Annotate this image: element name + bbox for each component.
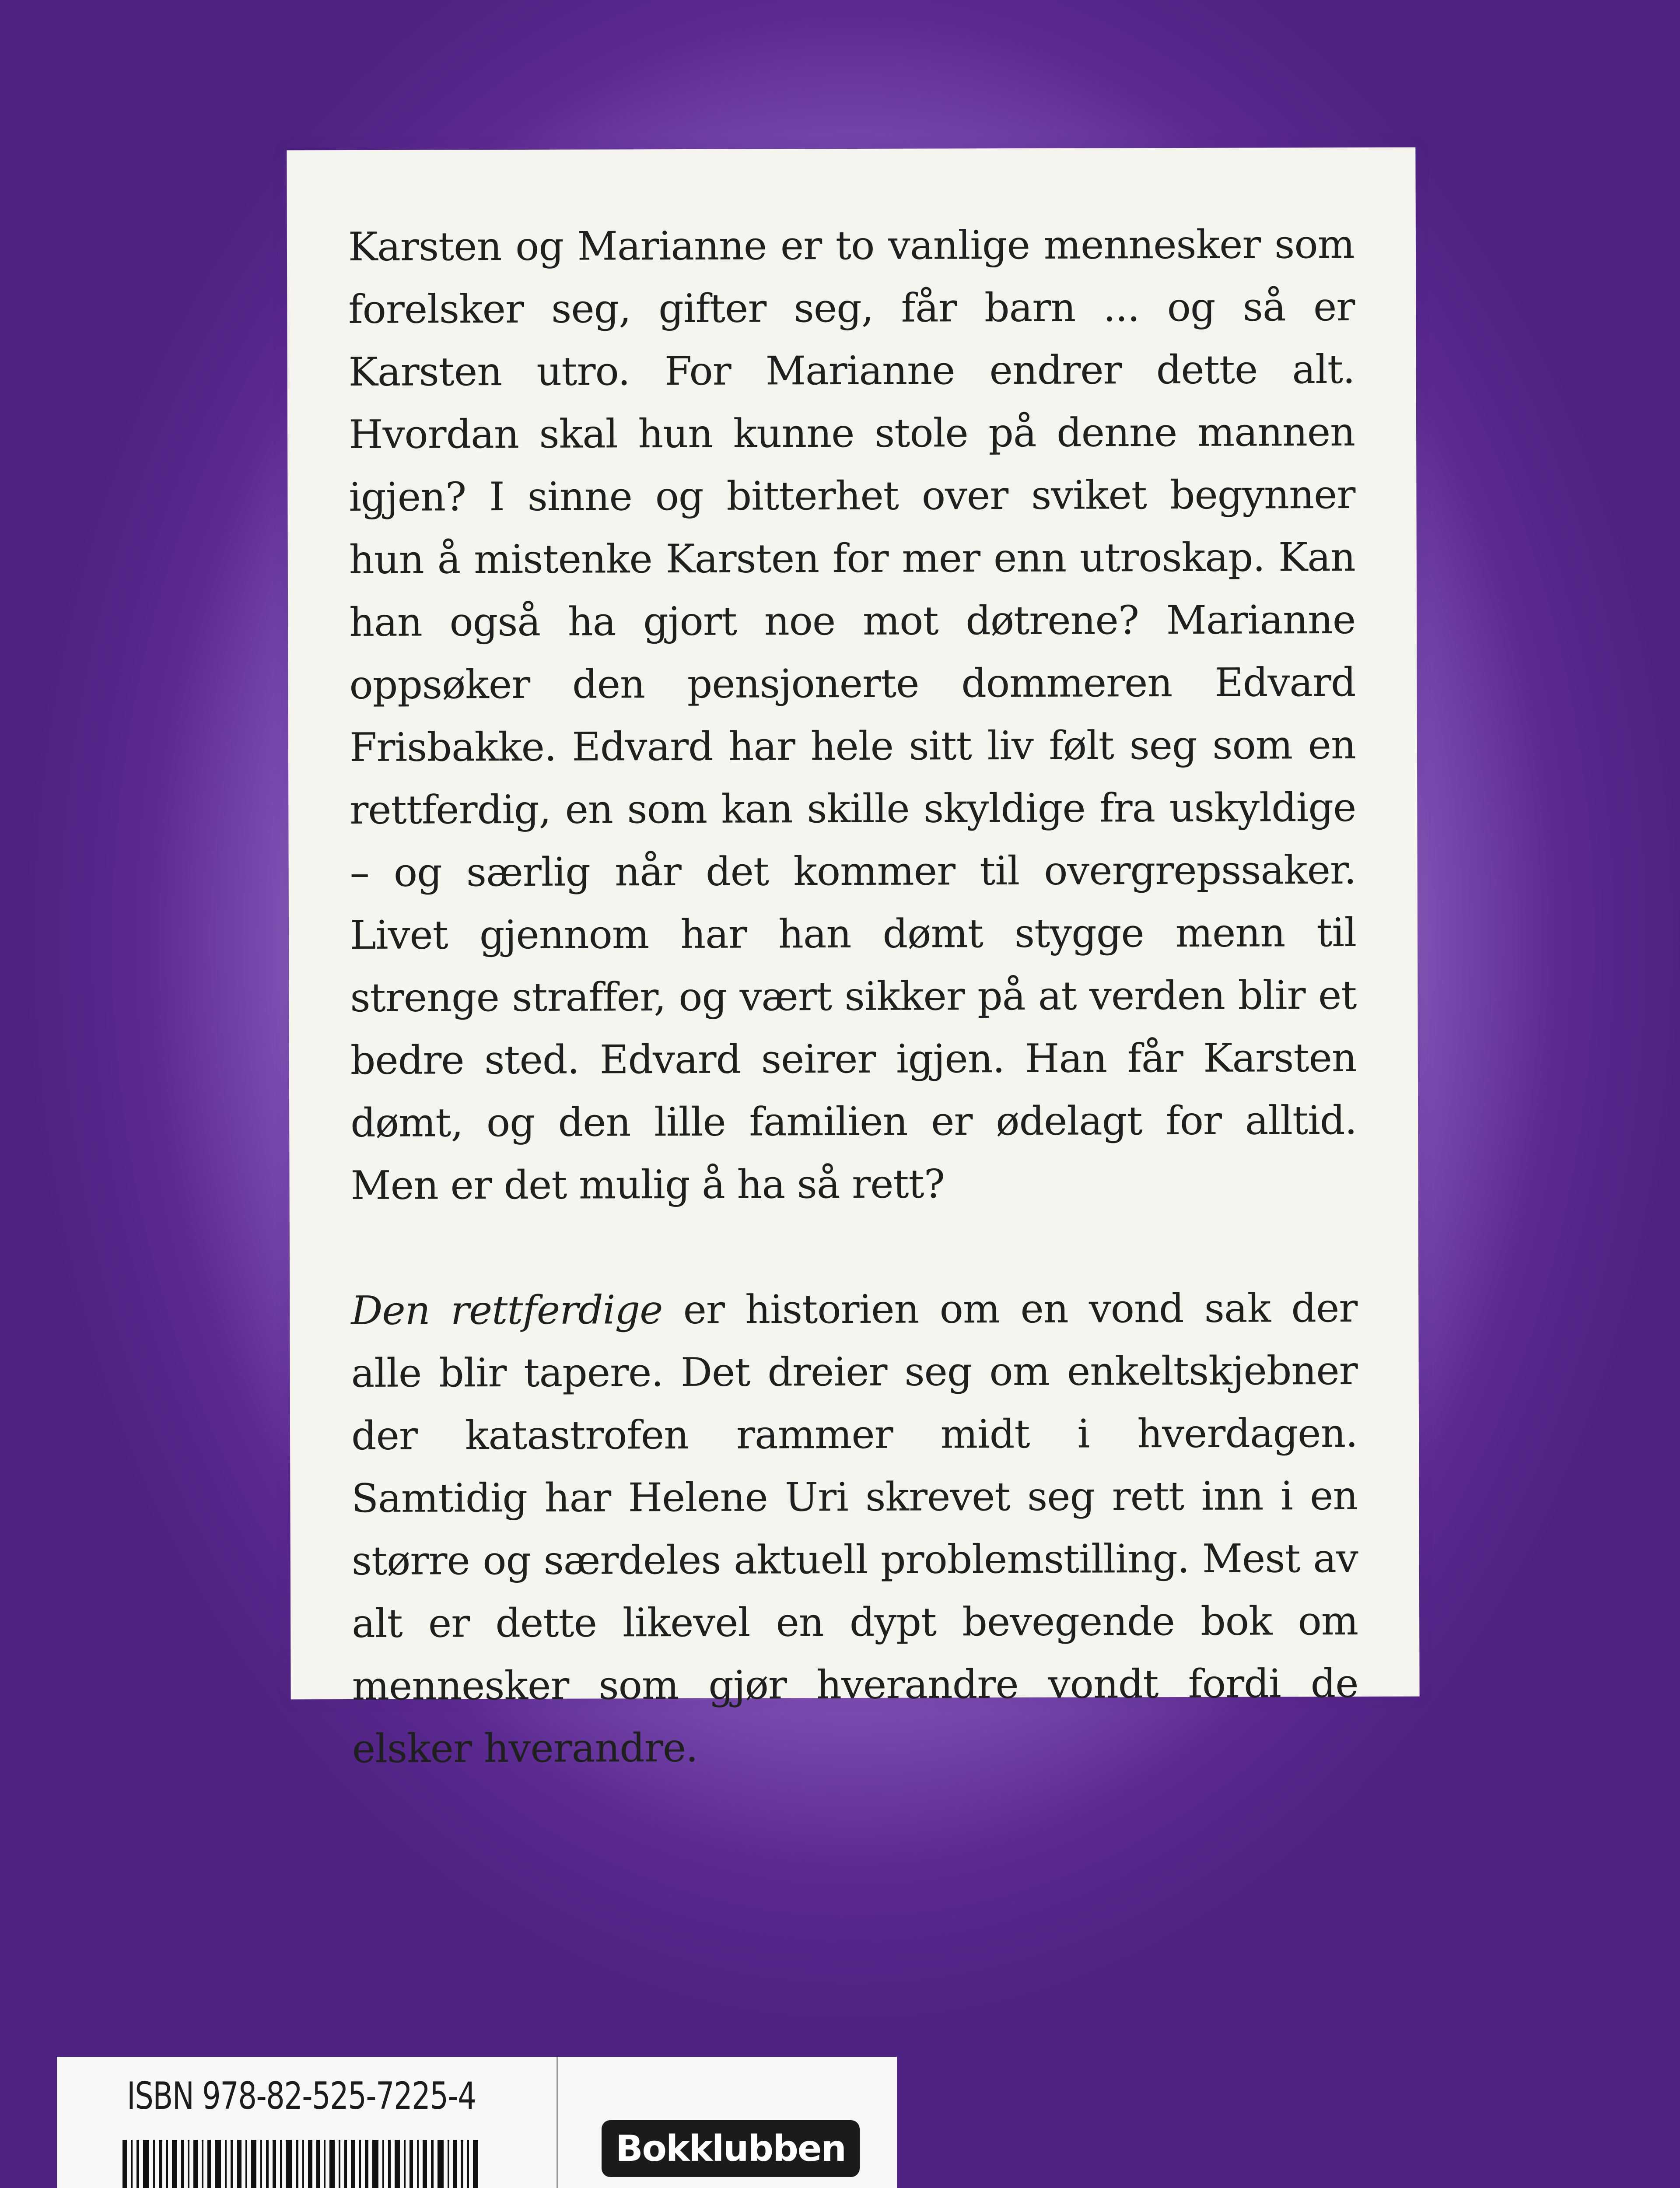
barcode-bar <box>181 2140 184 2188</box>
barcode-bar <box>431 2140 434 2188</box>
barcode-bar <box>344 2140 347 2188</box>
barcode-bar <box>215 2140 221 2188</box>
barcode-bar <box>153 2140 155 2188</box>
barcode-bar <box>423 2140 427 2188</box>
barcode <box>122 2140 551 2188</box>
blurb-card <box>287 147 1419 1772</box>
barcode-bar <box>339 2140 340 2188</box>
barcode-bar <box>329 2140 335 2188</box>
barcode-bar <box>193 2140 198 2188</box>
barcode-bar <box>237 2140 242 2188</box>
isbn-block <box>57 2057 558 2188</box>
barcode-bar <box>372 2140 378 2188</box>
barcode-bar <box>245 2140 247 2188</box>
barcode-bar <box>467 2140 469 2188</box>
blurb-paragraph-2 <box>351 1277 1358 1780</box>
barcode-bar <box>453 2140 457 2188</box>
barcode-bar <box>448 2140 449 2188</box>
barcode-bar <box>159 2140 162 2188</box>
barcode-bar <box>280 2140 282 2188</box>
barcode-bar <box>225 2140 227 2188</box>
blurb-paragraph-1: Karsten og Marianne er to vanlige mennesker som forelsker seg, gifter seg, får barn ... og så er Karsten utro. For Marianne endrer dette alt. Hvordan skal hun kunne stole på denne mannen igjen? I sinne og bitterhet over sviket begynner hun å mistenke Karsten for mer enn utroskap. Kan han også ha gjort noe mot døtrene? Marianne oppsøker den pensjonerte dommeren Edvard Frisbakke. Edvard har hele sitt liv følt seg som en rettferdig, en som kan skille skyldige fra uskyldige – og særlig når det kommer til overgrepssaker. Livet gjennom har han dømt stygge menn til strenge straffer, og vært sikker på at verden blir et bedre sted. Edvard seirer igjen. Han får Karsten dømt, og den lille familien er ødelagt for alltid. Men er det mulig å ha så rett? <box>348 221 1357 1209</box>
barcode-bar <box>308 2140 312 2188</box>
barcode-bar <box>395 2140 400 2188</box>
barcode-bar <box>143 2140 149 2188</box>
barcode-bar <box>388 2140 391 2188</box>
barcode-bar <box>286 2140 292 2188</box>
barcode-bar <box>231 2140 233 2188</box>
isbn-number: ISBN 978-82-525-7225-4 <box>127 2074 476 2118</box>
barcode-bar <box>136 2140 139 2188</box>
barcode-bar <box>473 2140 478 2188</box>
bokklubben-logo-text: Bokklubben <box>616 2128 846 2170</box>
barcode-bar <box>461 2140 463 2188</box>
bookclub-block <box>558 2057 897 2188</box>
barcode-bar <box>365 2140 368 2188</box>
barcode-bar <box>188 2140 189 2188</box>
barcode-bar <box>202 2140 203 2188</box>
barcode-bar <box>166 2140 168 2188</box>
barcode-bar <box>172 2140 177 2188</box>
barcode-bar <box>296 2140 298 2188</box>
barcode-bar <box>122 2140 127 2188</box>
barcode-bar <box>382 2140 384 2188</box>
barcode-bar <box>410 2140 413 2188</box>
barcode-bar <box>316 2140 320 2188</box>
barcode-bar <box>417 2140 419 2188</box>
book-title-reference: Den rettferdige <box>351 1287 663 1334</box>
barcode-bar <box>359 2140 361 2188</box>
price-label-sticker <box>57 2057 897 2188</box>
barcode-bar <box>260 2140 262 2188</box>
barcode-bar <box>438 2140 444 2188</box>
barcode-bar <box>302 2140 304 2188</box>
barcode-bar <box>404 2140 406 2188</box>
barcode-bar <box>351 2140 355 2188</box>
barcode-bar <box>131 2140 133 2188</box>
barcode-bar <box>207 2140 211 2188</box>
bokklubben-logo <box>602 2120 860 2177</box>
barcode-bar <box>324 2140 326 2188</box>
barcode-bar <box>273 2140 276 2188</box>
barcode-bar <box>266 2140 269 2188</box>
blurb-paragraph-2-text: er historien om en vond sak der alle blir tapere. Det dreier seg om enkeltskjebner der katastrofen rammer midt i hverdagen. Samtidig har Helene Uri skrevet seg rett inn i en større og særdeles aktuell problemstilling. Mest av alt er dette likevel en dypt bevegende bok om mennesker som gjør hverandre vondt fordi de elsker hverandre. <box>351 1285 1358 1772</box>
barcode-bar <box>251 2140 256 2188</box>
